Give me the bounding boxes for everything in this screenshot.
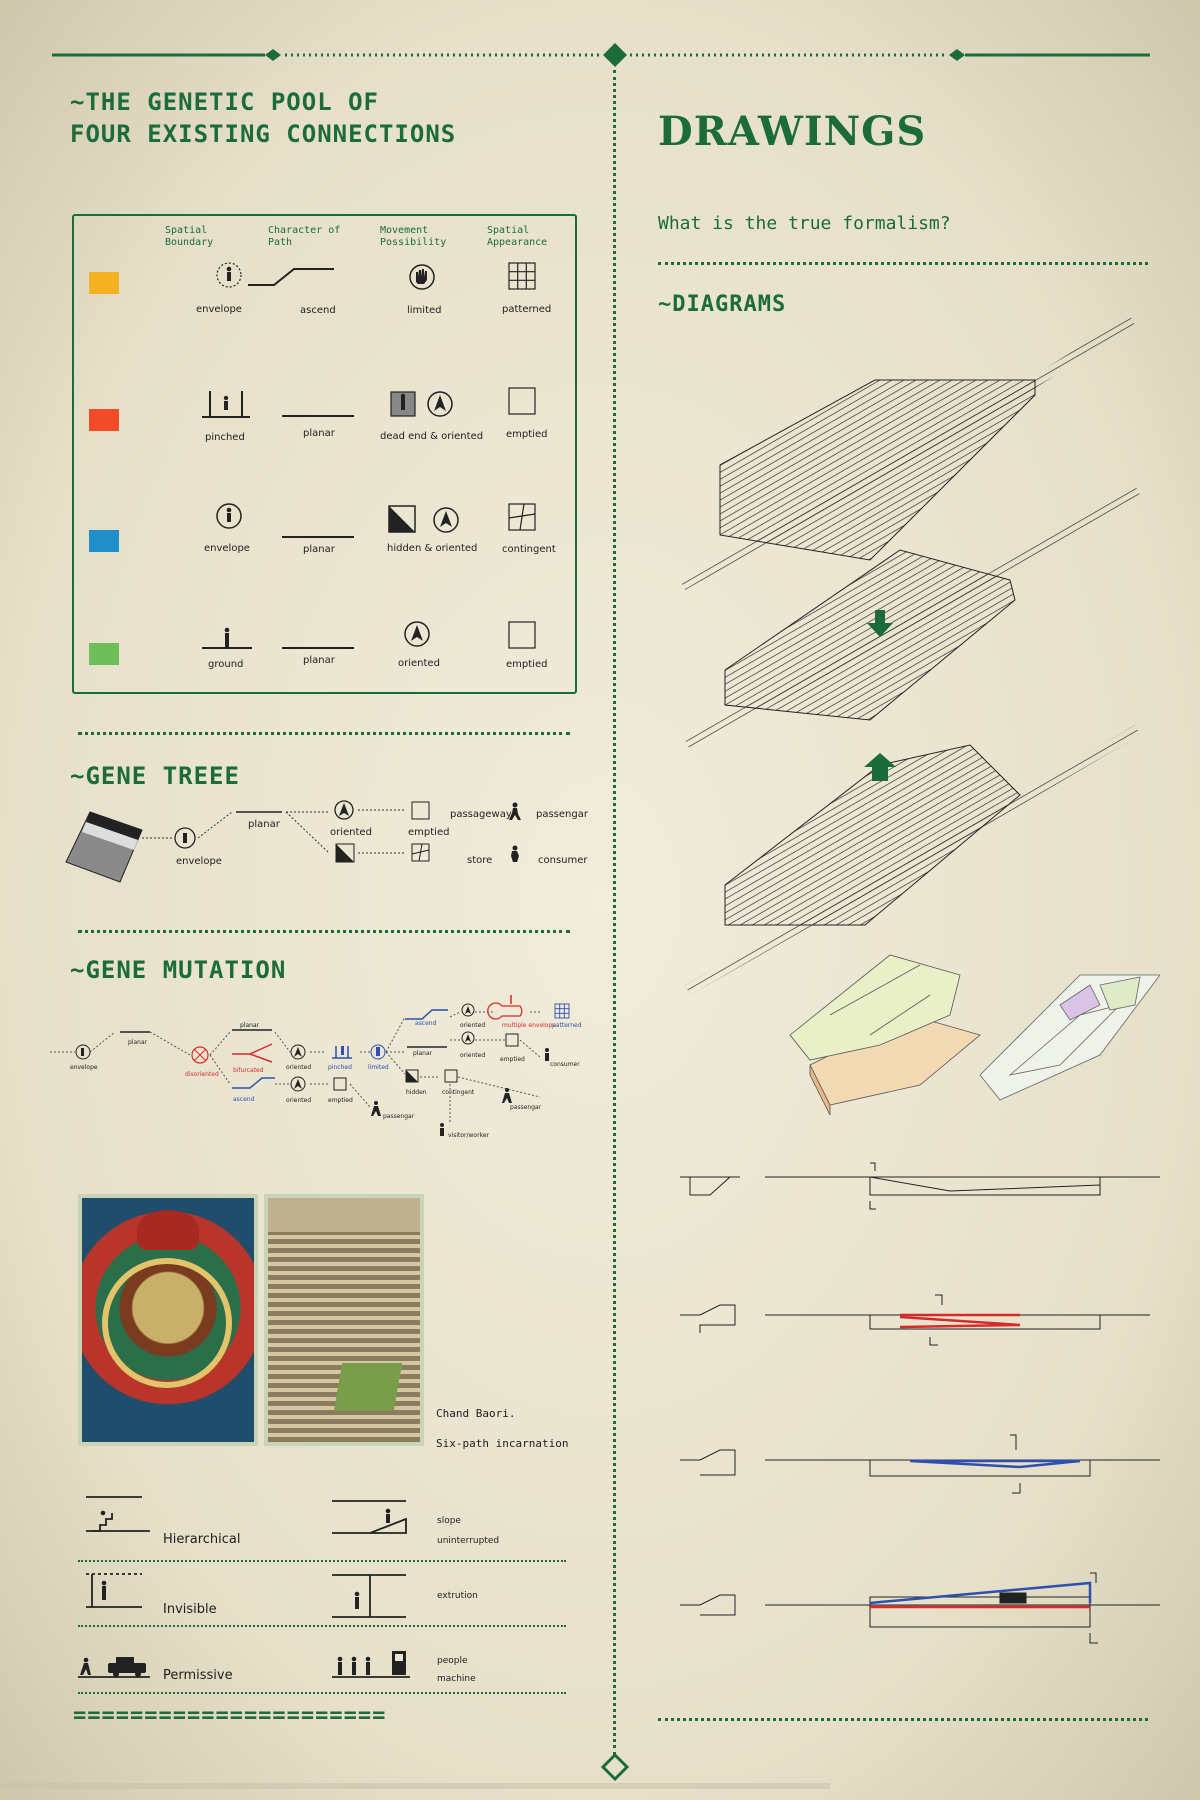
envelope-icon-2: [217, 504, 241, 528]
legend-divider-3: [78, 1692, 566, 1694]
slope-icon: [332, 1501, 406, 1533]
divider-1: [78, 732, 570, 735]
compass-icon-3: [405, 622, 429, 646]
gm-hidden: hidden: [406, 1089, 427, 1096]
header-spatial-boundary: Spatial Boundary: [165, 225, 214, 248]
gt-consumer: consumer: [538, 855, 588, 866]
gt-store: store: [467, 855, 493, 866]
drawings-title: DRAWINGS: [658, 108, 927, 155]
six-path-incarnation-image: [78, 1194, 258, 1446]
gm-pinched: pinched: [328, 1064, 352, 1071]
limited-hand-icon: [410, 265, 434, 289]
legend-hierarchical: Hierarchical: [163, 1532, 241, 1547]
r3-path: planar: [303, 544, 335, 555]
visitor-icon: [440, 1123, 444, 1136]
gm-limited: limited: [368, 1064, 389, 1071]
legend-permissive: Permissive: [163, 1668, 233, 1683]
hierarchical-icon: [86, 1497, 150, 1531]
gt-emptied: emptied: [408, 827, 450, 838]
gm-ascend2: ascend: [415, 1020, 437, 1027]
r2-appearance: emptied: [506, 429, 548, 440]
gene-tree-title: ~GENE TREEE: [70, 762, 240, 790]
legend-icons: [70, 1495, 570, 1695]
gm-patterned: patterned: [552, 1022, 582, 1029]
top-ornament-rule: [0, 40, 1200, 70]
diagrams-title: ~DIAGRAMS: [658, 292, 787, 317]
plate-flat: [680, 315, 1135, 590]
r3-boundary: envelope: [204, 543, 250, 554]
gm-oriented4: oriented: [286, 1097, 312, 1104]
gm-planar3: planar: [413, 1050, 433, 1057]
legend-divider-2: [78, 1625, 566, 1627]
gene-mutation-title: ~GENE MUTATION: [70, 956, 287, 984]
isometric-diagrams: [680, 315, 1160, 1675]
ground-icon: [202, 628, 252, 648]
r1-path: ascend: [300, 305, 336, 316]
title-line-1: ~THE GENETIC POOL OF: [70, 88, 379, 116]
emptied-square-icon-2: [509, 622, 535, 648]
right-divider-2: [658, 1718, 1148, 1721]
header-character-of-path: Character of Path: [268, 225, 341, 248]
passengar-icon-m2: [502, 1088, 512, 1103]
gt-passengar: passengar: [536, 809, 588, 820]
legend-invisible: Invisible: [163, 1602, 217, 1617]
compass-icon-2: [434, 508, 458, 532]
people-machine-icon: [332, 1651, 410, 1677]
dead-end-icon: [391, 392, 415, 416]
header-movement-possibility: Movement Possibility: [380, 225, 447, 248]
table-icons: [72, 214, 577, 694]
caption-six-path: Six-path incarnation: [436, 1437, 569, 1450]
gm-passengar2: passengar: [510, 1104, 542, 1111]
consumer-icon-m: [545, 1048, 549, 1061]
r3-movement: hidden & oriented: [387, 543, 478, 554]
gm-ascend: ascend: [233, 1096, 255, 1103]
gm-emptied: emptied: [500, 1056, 525, 1063]
section-4: [680, 1573, 1160, 1643]
r2-movement: dead end & oriented: [380, 431, 484, 442]
gm-disoriented: disoriented: [185, 1071, 219, 1078]
gm-oriented3: oriented: [460, 1052, 486, 1059]
gm-emptied3: emptied: [328, 1097, 353, 1104]
gt-planar: planar: [248, 819, 280, 830]
r4-boundary: ground: [208, 659, 244, 670]
genetic-pool-title: [70, 86, 456, 150]
emptied-square-icon: [509, 388, 535, 414]
thangka-head: [137, 1210, 199, 1250]
legend-people: people: [437, 1656, 468, 1666]
gm-planar2: planar: [240, 1022, 260, 1029]
bottom-ornament: [600, 1752, 630, 1782]
section-2: [680, 1295, 1150, 1345]
baori-water: [334, 1363, 402, 1411]
caption-chand-baori: Chand Baori.: [436, 1407, 516, 1420]
gm-contingent: contingent: [442, 1089, 475, 1096]
massing-model-1: [790, 955, 980, 1115]
r2-path: planar: [303, 428, 335, 439]
contingent-icon: [509, 504, 535, 530]
thangka-wheel: [102, 1258, 232, 1388]
legend-uninterrupted: uninterrupted: [437, 1536, 500, 1546]
gm-envelope: envelope: [70, 1064, 98, 1071]
section-1: [680, 1163, 1160, 1209]
gm-multiple-envelope: multiple envelope: [502, 1022, 556, 1029]
disoriented-icon: [192, 1047, 208, 1063]
hidden-icon: [389, 506, 415, 532]
center-divider: [613, 70, 616, 1755]
ascend-icon: [248, 269, 334, 285]
r1-boundary: envelope: [196, 304, 242, 315]
block-icon: [66, 812, 142, 882]
divider-2: [78, 930, 570, 933]
gt-oriented: oriented: [330, 827, 372, 838]
gm-bifurcated: bifurcated: [233, 1067, 264, 1074]
gm-oriented: oriented: [286, 1064, 312, 1071]
chand-baori-image: [264, 1194, 424, 1446]
title-line-2: FOUR EXISTING CONNECTIONS: [70, 120, 457, 148]
bottom-double-rule: ======================: [73, 1703, 387, 1728]
legend-extrution: extrution: [437, 1591, 478, 1601]
baori-top: [268, 1198, 420, 1232]
extrution-icon: [332, 1575, 406, 1617]
passengar-icon-m1: [371, 1101, 381, 1116]
envelope-icon: [217, 263, 241, 287]
legend-slope: slope: [437, 1516, 461, 1526]
consumer-icon: [511, 846, 519, 863]
plate-raised: [685, 725, 1140, 995]
r3-appearance: contingent: [502, 544, 556, 555]
drawings-subtitle: What is the true formalism?: [658, 213, 951, 234]
gt-envelope: envelope: [176, 856, 222, 867]
invisible-icon: [86, 1574, 142, 1607]
legend-divider-1: [78, 1560, 566, 1562]
gt-passageway: passageway: [450, 809, 512, 820]
gene-mutation-diagram: [50, 992, 590, 1142]
r1-appearance: patterned: [502, 304, 552, 315]
header-spatial-appearance: Spatial Appearance: [487, 225, 548, 248]
r2-boundary: pinched: [205, 432, 245, 443]
gm-oriented2: oriented: [460, 1022, 486, 1029]
r4-movement: oriented: [398, 658, 440, 669]
compass-icon: [428, 392, 452, 416]
patterned-grid-icon: [509, 263, 535, 289]
bottom-edge-strip: [0, 1783, 830, 1789]
gm-visitor-worker: visitor/worker: [448, 1132, 489, 1139]
right-divider-1: [658, 262, 1148, 265]
gm-consumer: consumer: [550, 1061, 580, 1068]
legend-machine: machine: [437, 1674, 476, 1684]
gm-passengar: passengar: [383, 1113, 415, 1120]
section-3: [680, 1435, 1160, 1493]
gm-planar: planar: [128, 1039, 148, 1046]
r1-movement: limited: [407, 305, 442, 316]
r4-path: planar: [303, 655, 335, 666]
r4-appearance: emptied: [506, 659, 548, 670]
permissive-icon: [78, 1657, 150, 1677]
massing-model-2: [980, 975, 1160, 1100]
